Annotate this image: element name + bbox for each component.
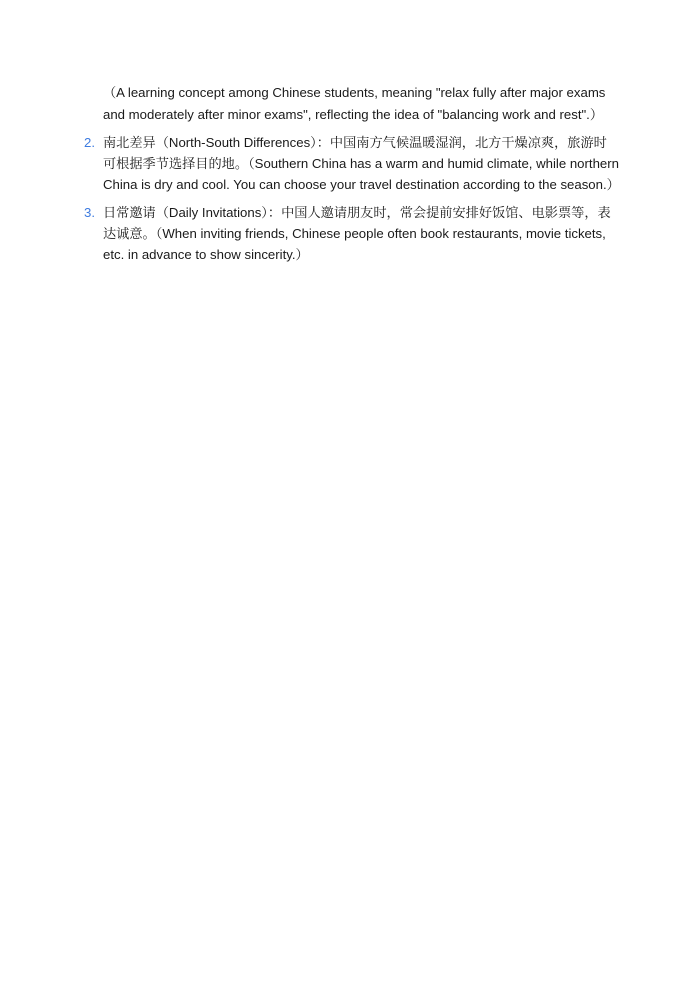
item3-line-1: 日常邀请（Daily Invitations）：中国人邀请朋友时，常会提前安排好饭馆、电影票等，表 xyxy=(103,205,611,220)
list-number-2: 2. xyxy=(84,135,95,150)
list-number-3: 3. xyxy=(84,205,95,220)
item1-line-2: and moderately after minor exams", reflecting the idea of "balancing work and rest".） xyxy=(103,107,604,122)
item1-line-1: （A learning concept among Chinese students, meaning "relax fully after major exams xyxy=(103,85,606,100)
item3-line-3: etc. in advance to show sincerity.） xyxy=(103,247,309,262)
item2-line-1: 南北差异（North-South Differences）：中国南方气候温暖湿润，北方干燥凉爽，旅游时 xyxy=(103,135,607,150)
item2-line-2: 可根据季节选择目的地。（Southern China has a warm and humid climate, while northern xyxy=(103,156,619,171)
item3-line-2: 达诚意。（When inviting friends, Chinese people often book restaurants, movie tickets, xyxy=(103,226,606,241)
item2-line-3: China is dry and cool. You can choose your travel destination according to the season.） xyxy=(103,177,620,192)
